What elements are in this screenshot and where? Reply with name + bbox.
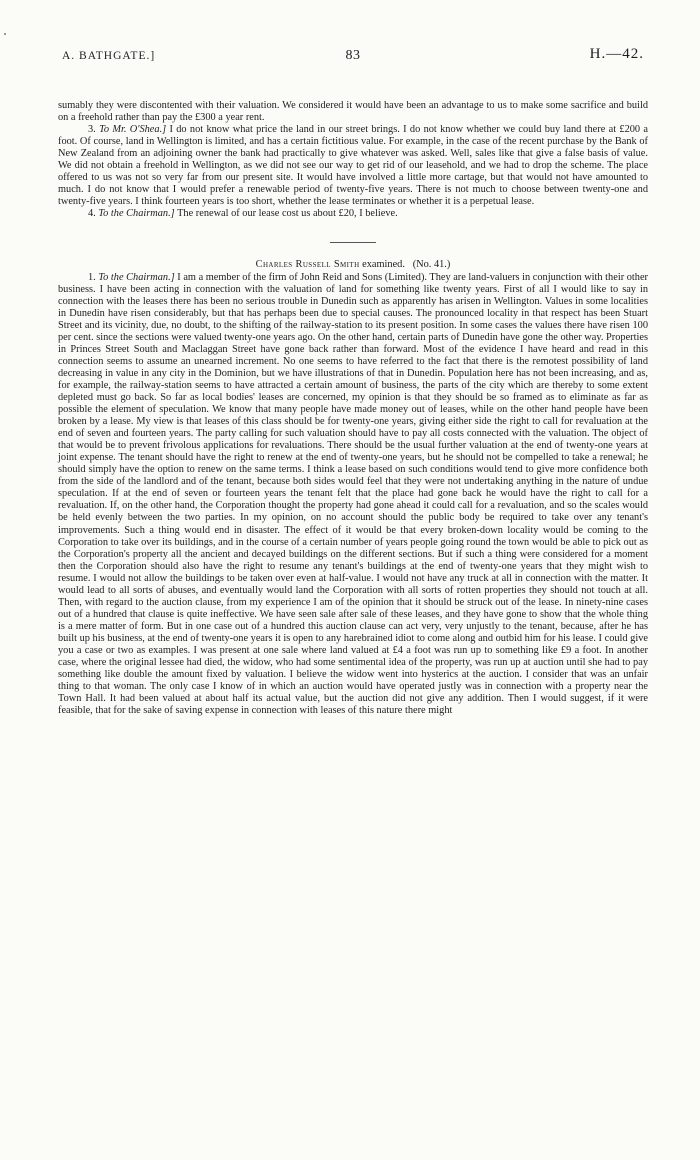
answer-4 (58, 208, 648, 220)
answer-text: I do not know what price the land in our street brings. I do not know whether we could buy land there at £200 a foot. Of course, land in Wellington is limited, and has a certain fictitious value. For example, in the case of the recent purchase by the Bank of New Zealand from an adjoining owner the bank had practically to give whatever was asked. Well, sales like that give a false basis of value. We did not obtain a freehold in Wellington, as we did not see our way to get rid of our leasehold, and we had to drop the scheme. The place offered to us was not so very far from our present site. It would have involved a little more cartage, but that would not have amounted to much. I do not know that I would prefer a renewable period of twenty-five years. There is not much to choose between twenty-one and twenty-five years. I think fourteen years is too short, whether the lease terminates or whether it is a perpetual lease. (58, 124, 648, 208)
question-number: 4. (88, 208, 96, 220)
running-header (58, 46, 648, 70)
page-body (58, 100, 648, 717)
witness-number: (No. 41.) (412, 259, 451, 271)
continued-paragraph: sumably they were discontented with their valuation. We considered it would have been an advantage to us to make some sacrifice and build on a freehold rather than pay the £300 a year rent. (58, 100, 648, 124)
margin-speck (4, 33, 6, 35)
question-addressee: To the Chairman.] (98, 271, 175, 283)
section-divider (330, 242, 376, 243)
answer-text: I am a member of the firm of John Reid and Sons (Limited). They are land-valuers in conjunction with their other business. I have been acting in connection with the valuation of land for something like twenty years. First of all I would like to say in connection with the leases there has been no serious trouble in Dunedin such as apparently has arisen in Wellington. Values in some localities in Dunedin have risen considerably, but that has perhaps been due to special causes. The pronounced locality in that respect has been Stuart Street and its vicinity, due, no doubt, to the shifting of the railway-station to its present position. In some cases the values there have risen 100 per cent. since the sections were valued twenty-one years ago. On the other hand, certain parts of Dunedin have gone the other way. Properties in Princes Street South and Maclaggan Street have gone back rather than forward. Most of the evidence I have heard and read in this connection seems to assume an unearned increment. No one seems to have referred to the fact that there is the remotest possibility of land decreasing in value in any city in the Dominion, but we have illustrations of that in Dunedin. Population here has not been increasing, and as, for example, the railway-station seems to have attracted a certain amount of business, the parts of the city which are thereby to some extent depleted must go back. So far as local bodies' leases are concerned, my opinion is that they should be so framed as to eliminate as far as possible the element of speculation. We know that many people have made money out of leases, while on the other hand people have been broken by a lease. My view is that leases of this class should be for twenty-one years, giving either side the right to call for revaluation at the end of seven and fourteen years. The party calling for such valuation should have to pay all costs connected with the valuation. The object of that would be to prevent frivolous applications for revaluations. There should be the usual further valuation at the end of twenty-one years at joint expense. The tenant should have the right to renew at the end of twenty-one years, but he should not be compelled to take a renewal; he should simply have the option to renew on the same terms. I think a lease based on such conditions would tend to give more confidence both from the side of the landlord and of the tenant, because both sides would feel that they were not undertaking anything in the nature of undue speculation. If at the end of seven or fourteen years the tenant felt that the place had gone back he would have the right to call for a revaluation. If, on the other hand, the Corporation thought the property had gone ahead it could call for a revaluation, and so the scales would be held evenly between the two parties. In my opinion, on no account should the public body be required to take over any tenant's improvements. Such a thing would end in disaster. The effect of it would be that every broken-down locality would be coming to the Corporation to take over its buildings, and in the course of a certain number of years people going round the town would be able to pick out as the Corporation's property all the ancient and decayed buildings on the different sections. But if such a thing were considered for a moment then the Corporation should also have the right to resume any tenant's buildings at the end of twenty-one years that they might wish to resume. I would not allow the buildings to be taken over even at half-value. I would not have any truck at all in connection with the matter. It would lead to all sorts of abuses, and eventually would land the Corporation with all sorts of rotten properties they should not touch at all. Then, with regard to the auction clause, from my experience I am of the opinion that it should be struck out of the lease. In ninety-nine cases out of a hundred that clause is quite ineffective. We have seen sale after sale of these leases, and they have gone to show that the whole thing is a mere matter of form. But in one case out of a hundred this auction clause can act very, very unjustly to the tenant, because, after he has built up his business, at the end of twenty-one years it is open to any harebrained idiot to come along and outbid him for his lease. I could give you a case or two as examples. I was present at one sale where land valued at £4 a foot was run up to something like £9 a foot. In another case, where the original lessee had died, the widow, who had some sentimental idea of the property, was run up at auction until she had to pay something like double the amount fixed by valuation. I believe the widow went into hysterics at the auction. I consider that was an unfair thing to that woman. The only case I know of in which an auction would have operated justly was in connection with a property near the Town Hall. It had been valued at about half its actual value, but the auction did not give any addition. Then I would suggest, if it were feasible, that for the sake of saving expense in connection with leases of this nature there might (58, 271, 648, 717)
answer-1 (58, 272, 648, 718)
header-witness: A. BATHGATE.] (62, 50, 156, 62)
paper-reference: H.—42. (589, 46, 644, 62)
question-number: 1. (88, 271, 96, 283)
question-addressee: To the Chairman.] (98, 208, 175, 220)
answer-3 (58, 124, 648, 208)
page-number: 83 (345, 48, 361, 63)
witness-name: Charles Russell Smith (255, 259, 360, 271)
answer-text: The renewal of our lease cost us about £20, I believe. (174, 208, 398, 220)
witness-examined: examined. (359, 259, 405, 271)
witness-heading (58, 259, 648, 271)
question-number: 3. (88, 124, 96, 136)
question-addressee: To Mr. O'Shea.] (99, 124, 167, 136)
